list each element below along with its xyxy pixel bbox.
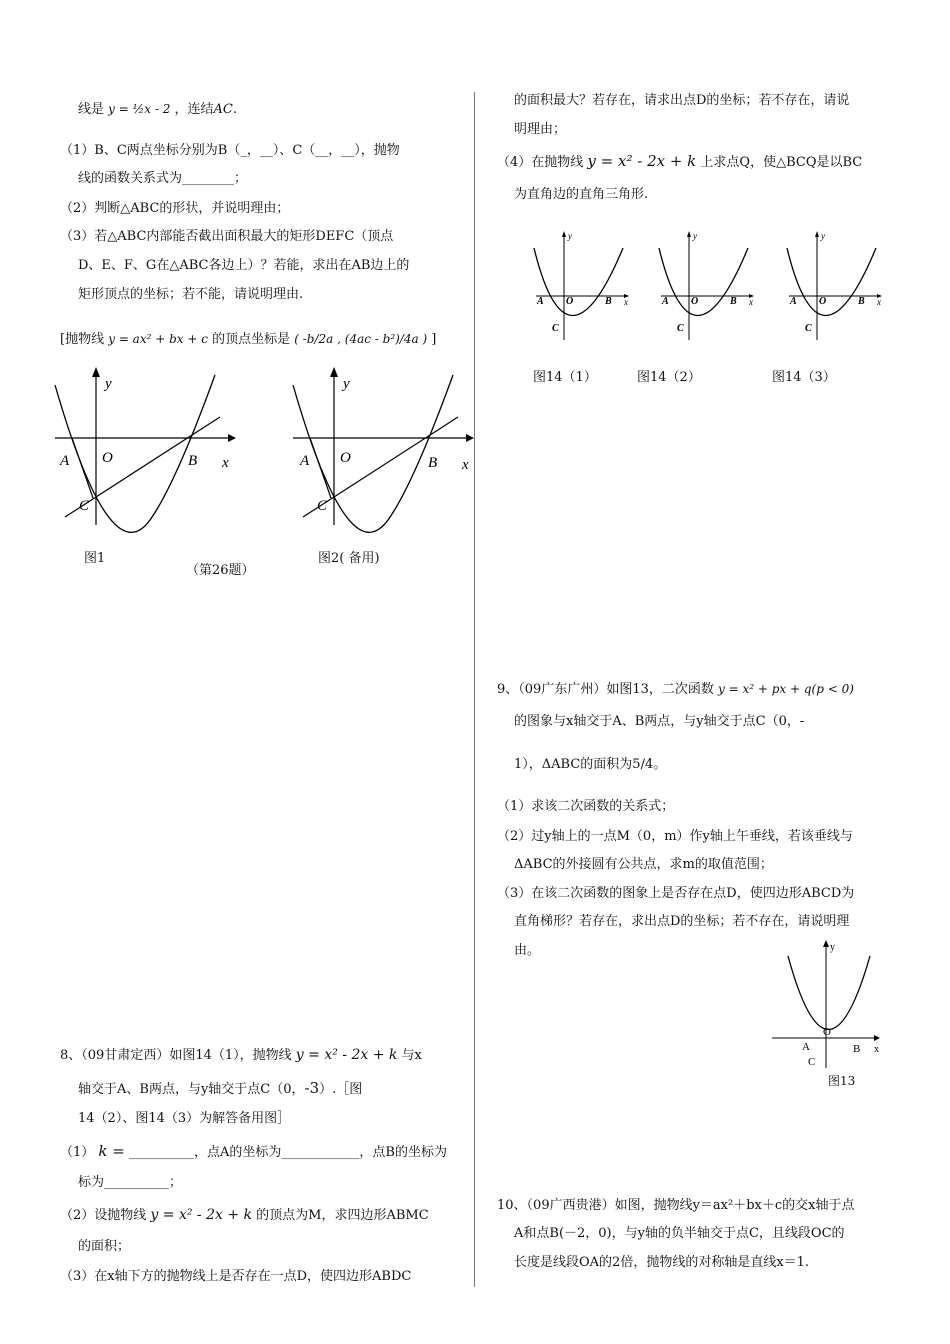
q9-part2-b: ΔABC的外接圆有公共点，求m的取值范围； xyxy=(514,857,773,872)
q8-part4: （4）在抛物线 y = x² - 2x + k 上求点Q，使△BCQ是以BC xyxy=(497,152,863,170)
column-divider xyxy=(474,92,475,1287)
q7-line0: 线是 y = ½x - 2 ，连结AC. xyxy=(78,102,237,117)
svg-text:y: y xyxy=(693,231,697,241)
q8-line-a: 8、（09甘肃定西）如图14（1），抛物线 y = x² - 2x + k 与x xyxy=(60,1047,422,1063)
y-axis-arrow xyxy=(92,367,100,377)
figure-13-caption: 图13 xyxy=(828,1074,856,1088)
svg-text:B: B xyxy=(858,296,865,307)
svg-text:O: O xyxy=(819,296,827,307)
q9-line-b: 的图象与x轴交于A、B两点，与y轴交于点C（0，- xyxy=(514,714,805,729)
q9-part3-a: （3）在该二次函数的图象上是否存在点D，使四边形ABCD为 xyxy=(497,886,855,901)
q9-part1: （1）求该二次函数的关系式； xyxy=(497,799,675,814)
y-label: y xyxy=(343,376,350,392)
q8-part1: （1） k = __________，点A的坐标为____________，点B的坐标为 xyxy=(60,1142,447,1160)
vertex-formula: ( -b/2a , (4ac - b²)/4a ) xyxy=(294,332,428,346)
q9-part3-b: 直角梯形？若存在，求出点D的坐标；若不存在，请说明理 xyxy=(514,914,850,929)
point-b-label: B xyxy=(428,455,438,471)
svg-text:B: B xyxy=(853,1043,861,1055)
q8-part1-cont: 标为__________； xyxy=(78,1175,183,1190)
q7-vertex-hint: [抛物线 y = ax² + bx + c 的顶点坐标是 ( -b/2a , (4ac - b²)/4a ) ] xyxy=(60,332,437,347)
svg-text:A: A xyxy=(537,296,544,307)
x-axis-arrow xyxy=(228,434,236,442)
q10-line-b: A和点B(－2，0)，与y轴的负半轴交于点C，且线段OC的 xyxy=(514,1226,845,1241)
svg-text:x: x xyxy=(874,1044,879,1055)
svg-text:x: x xyxy=(749,297,753,307)
figure-14-2 xyxy=(657,228,757,343)
svg-text:A: A xyxy=(662,296,669,307)
x-axis-arrow xyxy=(466,434,474,442)
q7-part1-b: 线的函数关系式为________； xyxy=(78,171,248,186)
figure-14-3-caption: 图14（3） xyxy=(772,370,836,385)
svg-text:x: x xyxy=(877,297,881,307)
figure-1 xyxy=(50,365,240,535)
q7-part3-c: 矩形顶点的坐标；若不能，请说明理由. xyxy=(78,287,304,302)
origin-label: O xyxy=(102,450,113,466)
svg-text:C: C xyxy=(808,1056,816,1068)
svg-text:B: B xyxy=(730,296,737,307)
q8-part2: （2）设抛物线 y = x² - 2x + k 的顶点为M，求四边形ABMC xyxy=(60,1207,429,1223)
svg-text:x: x xyxy=(624,297,628,307)
q7-part2: （2）判断△ABC的形状，并说明理由； xyxy=(60,201,290,216)
parabola xyxy=(788,956,870,1030)
point-c-label: C xyxy=(79,498,90,514)
figure-14-1-caption: 图14（1） xyxy=(533,370,597,385)
svg-text:A: A xyxy=(790,296,797,307)
figure-1-caption: 图1 xyxy=(84,551,106,566)
svg-text:O: O xyxy=(566,296,574,307)
svg-text:B: B xyxy=(605,296,612,307)
point-a-label: A xyxy=(300,453,310,469)
x-label: x xyxy=(462,457,469,473)
segment-ac xyxy=(310,438,331,498)
q8-part4-cont: 为直角边的直角三角形. xyxy=(514,187,649,202)
q10-line-c: 长度是线段OA的2倍，抛物线的对称轴是直线x＝1. xyxy=(514,1255,810,1270)
point-a-label: A xyxy=(60,453,70,469)
origin-label: O xyxy=(340,450,351,466)
figure-14-1 xyxy=(532,228,632,343)
q8-part3-c: 明理由； xyxy=(514,122,567,137)
q7-line0-equation: y = ½x - 2 xyxy=(108,102,171,116)
q7-part1-a: （1）B、C两点坐标分别为B（_，__）、C（__，__），抛物 xyxy=(60,143,400,158)
q8-line-c: 14（2）、图14（3）为解答备用图］ xyxy=(78,1111,291,1126)
q10-line-a: 10、（09广西贵港）如图，抛物线y＝ax²＋bx＋c的交x轴于点 xyxy=(497,1198,855,1213)
figure-2 xyxy=(288,365,478,535)
q7-part3-b: D、E、F、G在△ABC各边上）？若能，求出在AB边上的 xyxy=(78,258,410,273)
figure-13 xyxy=(770,938,890,1073)
svg-text:C: C xyxy=(552,323,559,334)
segment-ac xyxy=(72,438,93,498)
q9-part3-c: 由。 xyxy=(514,943,541,958)
q8-part3: （3）在x轴下方的抛物线上是否存在一点D，使四边形ABDC xyxy=(60,1269,412,1284)
svg-text:y: y xyxy=(821,231,825,241)
point-c-label: C xyxy=(317,498,328,514)
y-label: y xyxy=(105,376,112,392)
problem-number-caption: （第26题） xyxy=(186,563,255,578)
q9-line-c: 1），ΔABC的面积为5/4。 xyxy=(514,757,667,772)
q9-line-a: 9、（09广东广州）如图13，二次函数 y = x² + px + q(p < 0) xyxy=(497,682,854,697)
svg-text:A: A xyxy=(802,1041,810,1053)
point-b-label: B xyxy=(188,453,198,469)
svg-text:y: y xyxy=(830,942,835,953)
svg-text:C: C xyxy=(805,323,812,334)
area-fraction: 5/4 xyxy=(632,757,654,772)
figure-14-3 xyxy=(785,228,885,343)
q8-part3-b: 的面积最大？若存在，请求出点D的坐标；若不存在，请说 xyxy=(514,93,850,108)
figure-14-2-caption: 图14（2） xyxy=(637,370,701,385)
q8-line-b: 轴交于A、B两点，与y轴交于点C（0，-3）.［图 xyxy=(78,1079,363,1097)
y-axis-arrow xyxy=(330,367,338,377)
x-label: x xyxy=(222,455,229,471)
svg-text:C: C xyxy=(677,323,684,334)
q7-part3-a: （3）若△ABC内部能否截出面积最大的矩形DEFC（顶点 xyxy=(60,229,394,244)
svg-text:O: O xyxy=(691,296,699,307)
svg-text:O: O xyxy=(823,1026,831,1038)
figure-2-caption: 图2( 备用) xyxy=(318,551,380,566)
q9-part2-a: （2）过y轴上的一点M（0，m）作y轴上午垂线，若该垂线与 xyxy=(497,829,853,844)
q8-part2-cont: 的面积； xyxy=(78,1239,131,1254)
svg-text:y: y xyxy=(568,231,572,241)
